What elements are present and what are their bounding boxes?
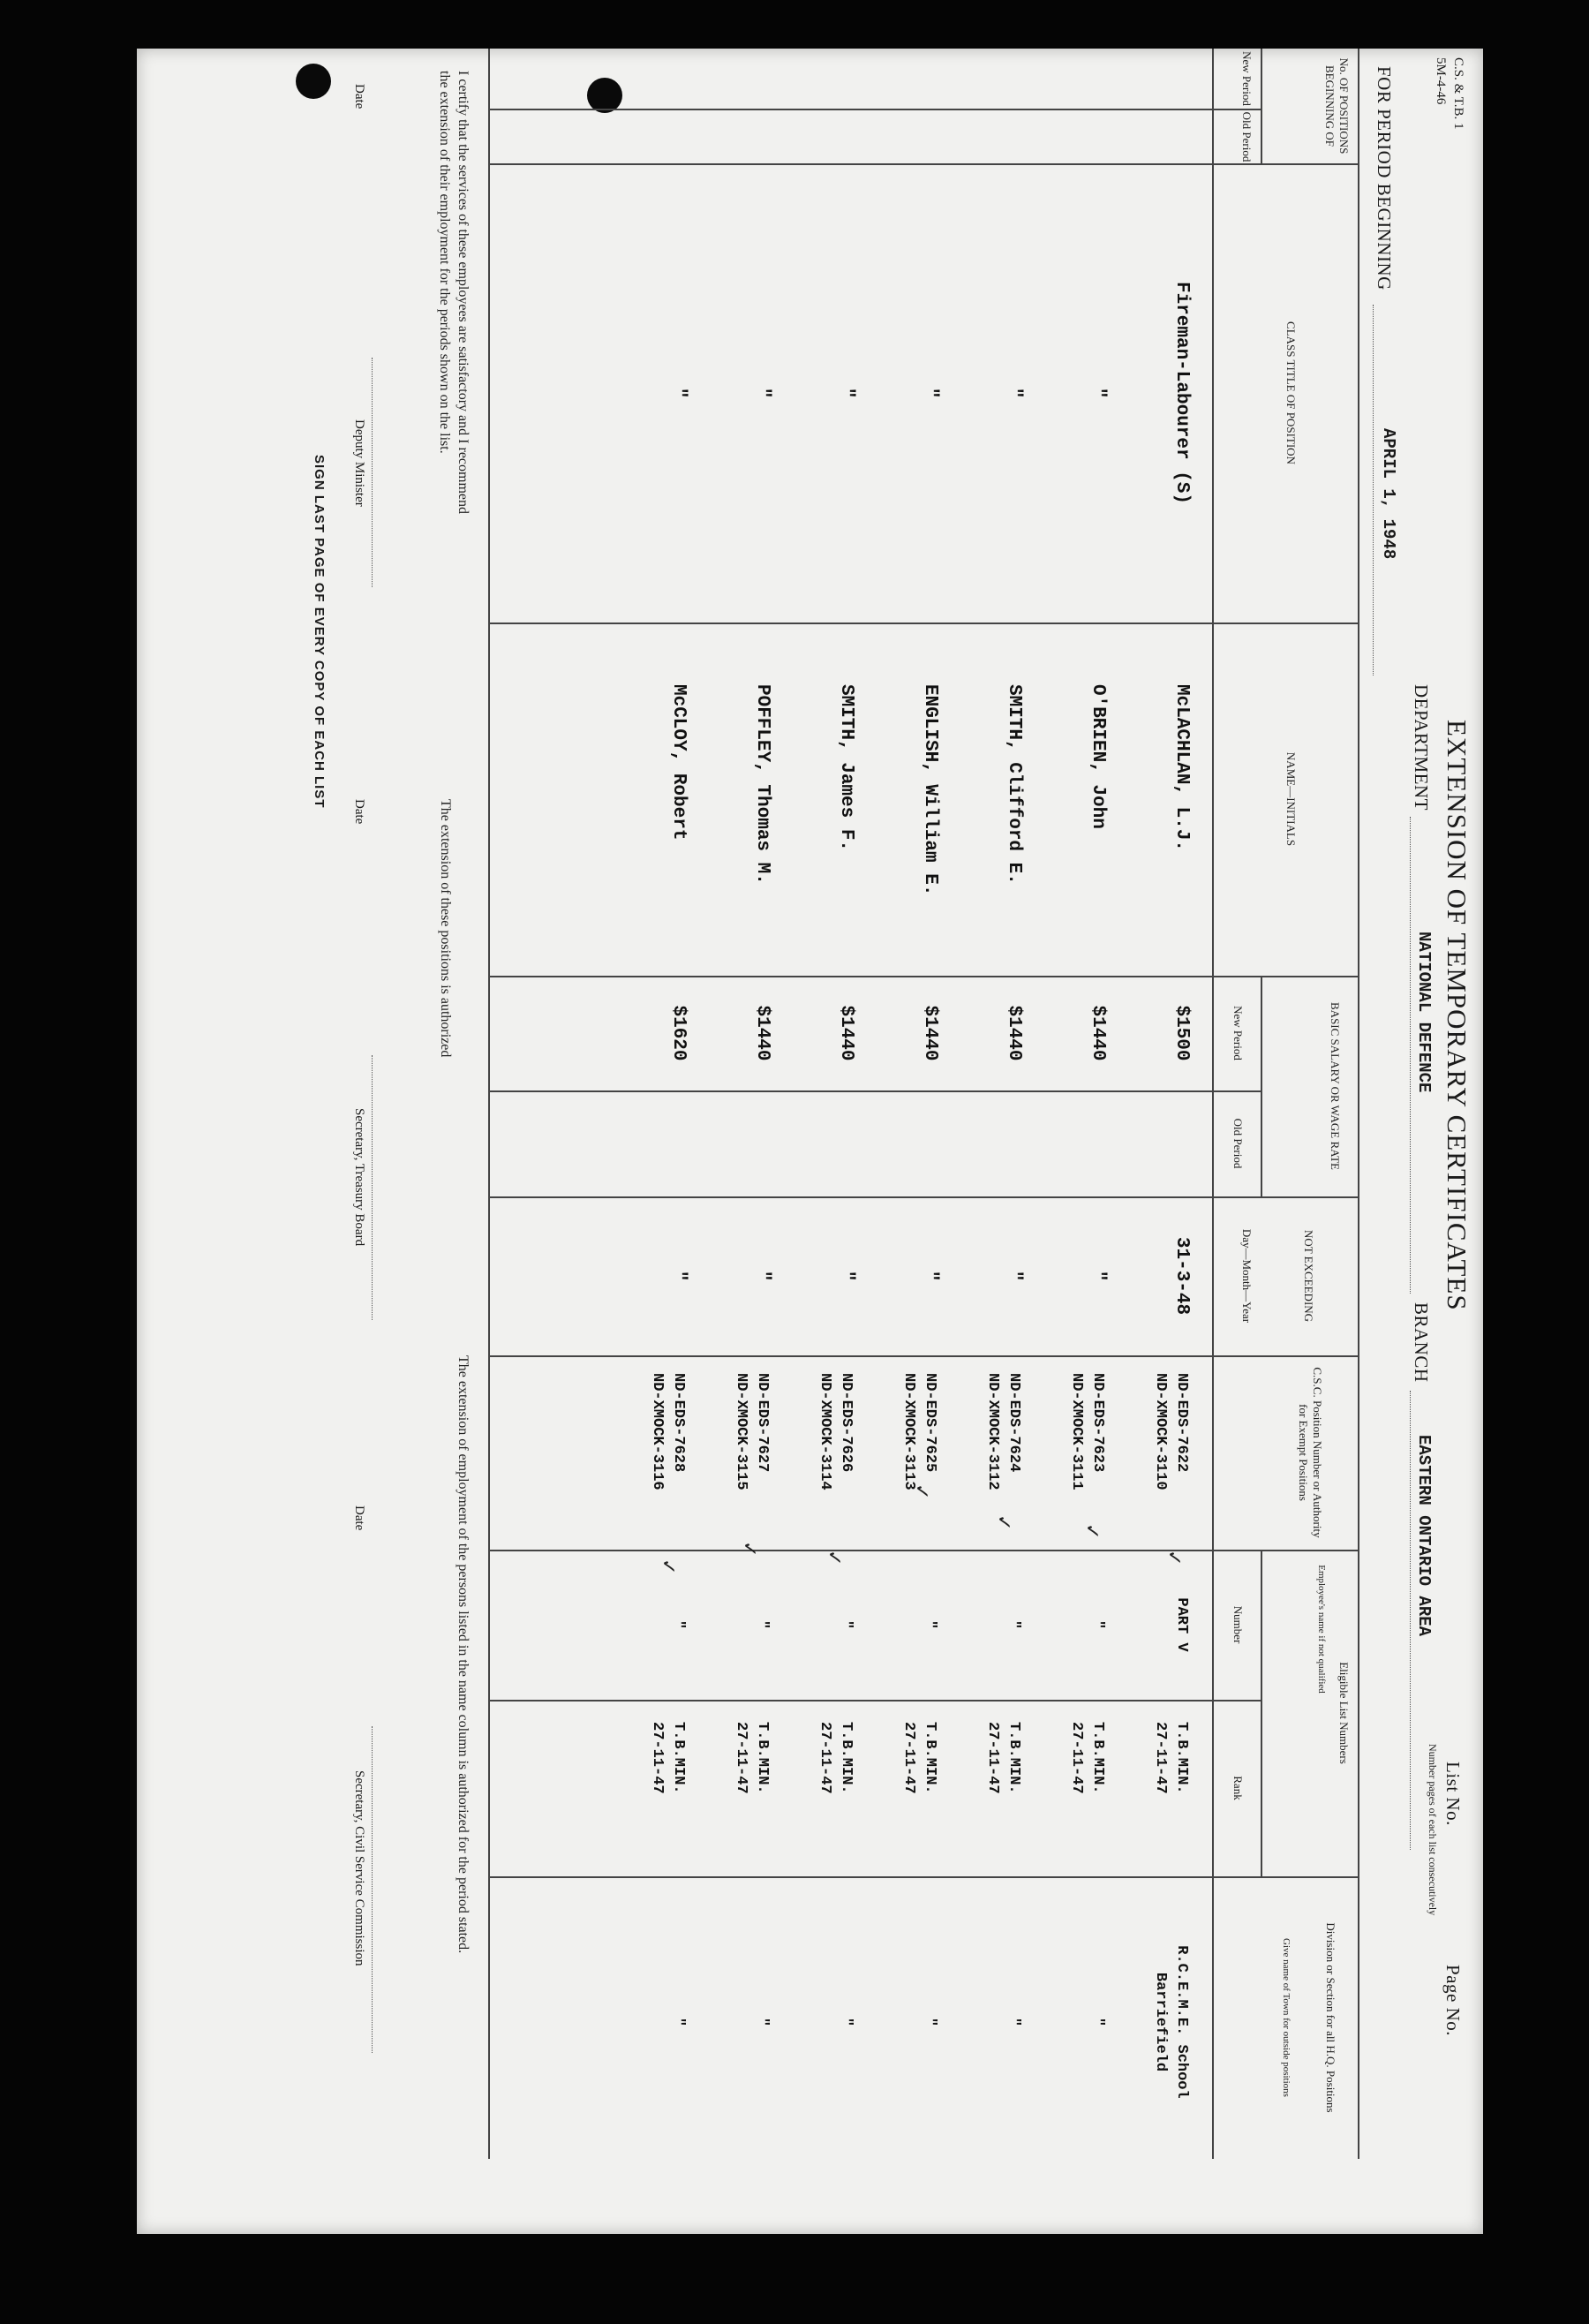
checkmark-icon: ✓	[1081, 1523, 1103, 1540]
cell-name: McLACHLAN, L.J.	[1171, 684, 1192, 852]
cell-class-title: "	[1004, 387, 1024, 399]
cell-division1: R.C.E.M.E. School	[1173, 1945, 1190, 2099]
header-class-title: CLASS TITLE OF POSITION	[1284, 321, 1298, 464]
cell-division1: "	[670, 2017, 687, 2027]
cell-csc1: ND-EDS-7624	[1005, 1373, 1022, 1473]
cell-not-exceeding: "	[836, 1270, 856, 1282]
cell-rank1: T.B.MIN.	[1005, 1722, 1022, 1794]
cell-salary-new: $1440	[752, 1005, 772, 1061]
for-period-label: FOR PERIOD BEGINNING	[1374, 66, 1395, 290]
branch-line	[1410, 1391, 1411, 1850]
cell-rank1: T.B.MIN.	[1089, 1722, 1106, 1794]
cell-salary-new: $1440	[920, 1005, 940, 1061]
col-line-8	[490, 1700, 1262, 1702]
cell-rank2: 27-11-47	[1152, 1722, 1169, 1794]
cell-not-exceeding: "	[752, 1270, 772, 1282]
checkmark-icon: ✓	[739, 1541, 761, 1558]
col-line-6	[490, 1355, 1359, 1357]
cell-class-title: "	[752, 387, 772, 399]
cell-rank1: T.B.MIN.	[838, 1722, 855, 1794]
cell-salary-new: $1440	[1004, 1005, 1024, 1061]
secretary-treasury-board: Secretary, Treasury Board	[352, 1108, 366, 1247]
form-code: C.S. & T.B. 1	[1451, 57, 1465, 130]
cell-salary-new: $1500	[1171, 1005, 1192, 1061]
cell-csc2: ND-XMOCK-3110	[1152, 1373, 1169, 1490]
cell-rank2: 27-11-47	[649, 1722, 666, 1794]
header-rank: Rank	[1231, 1776, 1245, 1800]
cell-csc2: ND-XMOCK-3112	[984, 1373, 1001, 1490]
cell-rank1: T.B.MIN.	[670, 1722, 687, 1794]
header-csc: C.S.C. Position Number or Authority for Exempt Positions	[1297, 1367, 1324, 1538]
certify-text: I certify that the services of these employees are satisfactory and I recommend the extension of their employment for the periods shown on the list.	[437, 71, 471, 515]
cell-name: SMITH, James F.	[836, 684, 856, 852]
form-rotated	[137, 49, 1483, 2234]
table-top-line	[1359, 49, 1360, 2159]
document-page	[137, 49, 1483, 2234]
table-bottom-line	[489, 49, 491, 2159]
col-line-10	[490, 109, 1262, 110]
header-positions-new: New Period	[1240, 51, 1254, 106]
page-no-label: Page No.	[1442, 1965, 1464, 2036]
date-3: Date	[352, 1505, 366, 1531]
cell-rank2: 27-11-47	[984, 1722, 1001, 1794]
cell-division1: "	[1005, 2017, 1022, 2027]
checkmark-icon: ✓	[1164, 1550, 1186, 1566]
cell-eligible-number: "	[1089, 1619, 1106, 1630]
secretary-csc-line	[372, 1726, 373, 2053]
header-salary-old: Old Period	[1231, 1118, 1245, 1169]
branch-value: EASTERN ONTARIO AREA	[1414, 1435, 1434, 1637]
header-dmy: Day—Month—Year	[1240, 1228, 1254, 1324]
cell-csc2: ND-XMOCK-3115	[733, 1373, 749, 1490]
subheader-line-3	[1261, 1550, 1263, 1876]
secretary-tb-line	[372, 1055, 373, 1320]
cell-class-title: Fireman-Labourer (S)	[1171, 281, 1192, 505]
form-title: EXTENSION OF TEMPORARY CERTIFICATES	[1442, 720, 1472, 1311]
col-line-9	[490, 1876, 1359, 1878]
cell-csc1: ND-EDS-7623	[1089, 1373, 1106, 1473]
cell-csc1: ND-EDS-7625	[922, 1373, 938, 1473]
subheader-line-1	[1261, 49, 1263, 163]
cell-rank2: 27-11-47	[900, 1722, 917, 1794]
header-positions: No. OF POSITIONS BEGINNING OF	[1323, 57, 1351, 155]
header-not-exceeding: NOT EXCEEDING	[1302, 1229, 1315, 1323]
cell-salary-new: $1440	[836, 1005, 856, 1061]
cell-eligible-number: "	[838, 1619, 855, 1630]
secretary-civil-service: Secretary, Civil Service Commission	[352, 1770, 366, 1966]
cell-rank2: 27-11-47	[733, 1722, 749, 1794]
department-label: DEPARTMENT	[1411, 684, 1432, 811]
header-division-sub: Give name of Town for outside positions	[1281, 1938, 1292, 2097]
cell-salary-new: $1440	[1088, 1005, 1108, 1061]
cell-division1: "	[1089, 2017, 1106, 2027]
cell-csc1: ND-EDS-7627	[754, 1373, 771, 1473]
cell-name: O'BRIEN, John	[1088, 684, 1108, 829]
cell-rank2: 27-11-47	[817, 1722, 833, 1794]
sign-note: SIGN LAST PAGE OF EVERY COPY OF EACH LIST	[312, 455, 327, 809]
header-salary: BASIC SALARY OR WAGE RATE	[1329, 1002, 1342, 1170]
cell-rank2: 27-11-47	[1068, 1722, 1085, 1794]
col-line-4	[490, 1090, 1262, 1092]
header-salary-new: New Period	[1231, 1006, 1245, 1060]
cell-eligible-number: "	[670, 1619, 687, 1630]
list-no-label: List No.	[1442, 1762, 1464, 1826]
cell-not-exceeding: "	[1088, 1270, 1108, 1282]
col-line-1	[490, 163, 1359, 165]
header-eligible: Eligible List Numbers	[1337, 1662, 1351, 1764]
cell-division1: "	[838, 2017, 855, 2027]
cell-not-exceeding: "	[1004, 1270, 1024, 1282]
checkmark-icon: ✓	[911, 1483, 933, 1500]
cell-name: SMITH, Clifford E.	[1004, 684, 1024, 885]
cell-rank1: T.B.MIN.	[922, 1722, 938, 1794]
authorized-text: The extension of these positions is authorized	[438, 799, 453, 1058]
department-line	[1410, 817, 1411, 1294]
cell-class-title: "	[668, 387, 689, 399]
checkmark-icon: ✓	[993, 1514, 1015, 1531]
for-period-value: APRIL 1, 1948	[1379, 428, 1398, 560]
extension-authorized-text: The extension of employment of the persons listed in the name column is authorized for the period stated.	[456, 1355, 471, 1954]
cell-eligible-number: "	[922, 1619, 938, 1630]
form-code-2: 5M-4-46	[1434, 57, 1448, 105]
cell-not-exceeding: "	[668, 1270, 689, 1282]
cell-csc1: ND-EDS-7622	[1173, 1373, 1190, 1473]
cell-salary-new: $1620	[668, 1005, 689, 1061]
deputy-line	[372, 358, 373, 587]
for-period-line	[1373, 305, 1374, 675]
header-division: Division or Section for all H.Q. Positions	[1324, 1922, 1337, 2113]
cell-name: McCLOY, Robert	[668, 684, 689, 841]
date-1: Date	[352, 84, 366, 109]
checkmark-icon: ✓	[824, 1550, 846, 1566]
cell-csc1: ND-EDS-7628	[670, 1373, 687, 1473]
cell-not-exceeding: "	[920, 1270, 940, 1282]
cell-class-title: "	[920, 387, 940, 399]
cell-eligible-number: PART V	[1173, 1597, 1190, 1652]
col-line-2	[490, 622, 1359, 624]
cell-csc2: ND-XMOCK-3116	[649, 1373, 666, 1490]
header-eligible-sub: Employee's name if not qualified	[1316, 1565, 1327, 1694]
deputy-minister: Deputy Minister	[352, 419, 366, 507]
header-positions-old: Old Period	[1240, 111, 1254, 162]
cell-csc2: ND-XMOCK-3113	[900, 1373, 917, 1490]
cell-division1: "	[922, 2017, 938, 2027]
branch-label: BRANCH	[1411, 1302, 1432, 1383]
cell-division2: Barriefield	[1152, 1972, 1169, 2072]
date-2: Date	[352, 799, 366, 825]
header-number: Number	[1231, 1605, 1245, 1644]
cell-division1: "	[754, 2017, 771, 2027]
cell-rank1: T.B.MIN.	[1173, 1722, 1190, 1794]
cell-name: ENGLISH, William E.	[920, 684, 940, 896]
cell-class-title: "	[836, 387, 856, 399]
checkmark-icon: ✓	[658, 1558, 680, 1575]
page-note: Number pages of each list consecutively	[1427, 1744, 1439, 1916]
header-bottom-line	[1213, 49, 1215, 2159]
cell-name: POFFLEY, Thomas M.	[752, 684, 772, 885]
cell-not-exceeding: 31-3-48	[1171, 1236, 1192, 1316]
cell-eligible-number: "	[754, 1619, 771, 1630]
header-name: NAME—INITIALS	[1284, 751, 1298, 847]
cell-csc2: ND-XMOCK-3111	[1068, 1373, 1085, 1490]
cell-rank1: T.B.MIN.	[754, 1722, 771, 1794]
department-value: NATIONAL DEFENCE	[1414, 932, 1434, 1093]
cell-eligible-number: "	[1005, 1619, 1022, 1630]
cell-csc2: ND-XMOCK-3114	[817, 1373, 833, 1490]
cell-class-title: "	[1088, 387, 1108, 399]
cell-csc1: ND-EDS-7626	[838, 1373, 855, 1473]
subheader-line-2	[1261, 976, 1263, 1196]
